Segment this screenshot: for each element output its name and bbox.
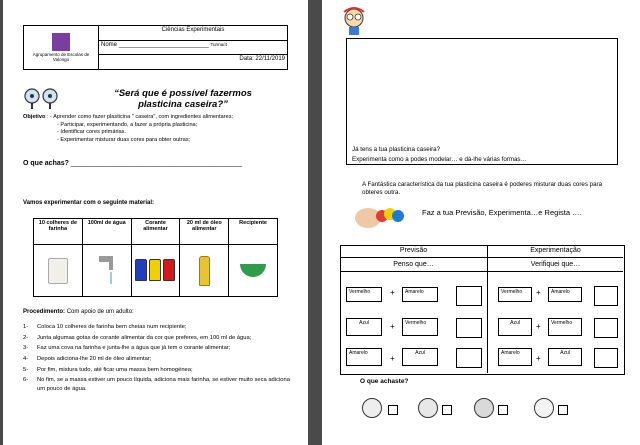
blue-dye-bottle: [135, 259, 147, 281]
class-label: Turma/4: [210, 41, 228, 47]
color-box: Amarelo: [346, 348, 382, 366]
plus-sign: +: [536, 354, 541, 363]
yellow-dye-bottle: [149, 259, 161, 281]
bowl-cell: [229, 245, 278, 297]
color-box: Amarelo: [402, 287, 438, 302]
worksheet-title: “Será que é possível fazermos plasticina caseira?”: [114, 88, 252, 111]
worksheet-page-right: [322, 0, 640, 445]
experiment-header: Experimentação: [530, 247, 581, 254]
oil-bottle-icon: [199, 256, 210, 286]
objective-item: - Participar, experimentando, a fazer a própria plasticina;: [57, 121, 198, 128]
color-box: Azul: [346, 318, 382, 336]
water-cell: [82, 245, 131, 297]
step-number: 3-: [23, 345, 29, 352]
color-box: Vermelho: [402, 318, 438, 336]
result-box[interactable]: [456, 348, 482, 368]
procedure-step: Depois adiciona-lhe 20 ml de óleo alimentar;: [37, 356, 152, 363]
objective-label: Objetivo: [23, 114, 46, 120]
magnifier-mascots-icon: [23, 87, 61, 109]
procedure-step: Faz uma cova na farinha e junta-lhe a água que já tem o corante alimentar;: [37, 345, 231, 352]
material-header: Corante alimentar: [131, 219, 180, 245]
date-cell: [99, 55, 288, 70]
happy-face-icon: [418, 398, 438, 418]
step-number: 4-: [23, 356, 29, 363]
color-box: Vermelho: [548, 318, 582, 336]
hands-playdough-icon: [354, 202, 409, 230]
prediction-subheader: Penso que…: [393, 261, 434, 268]
grid-subheader-line: [340, 271, 623, 272]
result-box[interactable]: [594, 286, 618, 306]
result-box[interactable]: [594, 348, 618, 368]
name-line: ___________________________: [118, 41, 209, 48]
question-row: [23, 160, 242, 167]
plus-sign: +: [390, 354, 395, 363]
rating-checkbox[interactable]: [498, 405, 508, 415]
rating-checkbox[interactable]: [388, 405, 398, 415]
material-header: 100ml de água: [82, 219, 131, 245]
school-name: Agrupamento de Escolas de Valongo: [32, 51, 90, 62]
materials-table: [33, 218, 278, 297]
objective-block: [23, 114, 293, 144]
material-header: 10 colheres de farinha: [34, 219, 83, 245]
step-number: 1-: [23, 324, 29, 330]
result-box[interactable]: [594, 318, 618, 338]
result-box[interactable]: [456, 318, 482, 338]
color-box: Azul: [498, 318, 532, 336]
material-header: 20 ml de óleo alimentar: [180, 219, 229, 245]
plus-sign: +: [390, 322, 395, 331]
procedure-step: Por fim, mistura tudo, até ficar uma massa bem homogénea;: [37, 366, 193, 373]
oil-cell: [180, 245, 229, 297]
box-prompt: Experimenta como a podes modelar… e dá-lhe várias formas…: [352, 156, 527, 163]
color-box: Amarelo: [498, 348, 532, 366]
header-table: [23, 25, 288, 70]
flour-cell: [34, 245, 83, 297]
subject-title: Ciências Experimentais: [161, 27, 225, 33]
date-label: Data: 22/11/2019: [239, 56, 285, 63]
objective-item: : - Aprender como fazer plasticina " caseira", com ingredientes alimentares;: [46, 114, 234, 120]
prediction-header: Previsão: [399, 247, 428, 254]
school-logo-icon: [52, 33, 70, 51]
color-box: Azul: [402, 348, 438, 366]
plus-sign: +: [390, 288, 395, 297]
question-label: O que achas?: [23, 160, 69, 167]
fact-text: A Fantástica característica da tua plasticina caseira é poderes misturar duas cores para obteres outra.: [362, 181, 603, 197]
grid-header-line: [340, 257, 623, 258]
color-box: Vermelho: [498, 287, 532, 302]
color-box: Amarelo: [548, 287, 582, 302]
procedure-list: [23, 323, 291, 394]
water-tap-icon: [93, 254, 121, 288]
plus-sign: +: [536, 322, 541, 331]
procedure-help: Com apoio de um adulto:: [66, 309, 134, 315]
instruction-text: Faz a tua Previsão, Experimenta…e Regista ….: [422, 208, 582, 217]
procedure-step: Junta algumas gotas de corante alimentar da cor que preferes, em 100 ml de água;: [37, 334, 252, 341]
objective-item: - Experimentar misturar duas cores para obter outras;: [57, 136, 191, 143]
step-number: 6-: [23, 377, 29, 384]
box-question: Já tens a tua plasticina caseira?: [352, 146, 441, 153]
neutral-face-icon: [474, 398, 494, 418]
material-header: Recipiente: [229, 219, 278, 245]
red-dye-bottle: [163, 259, 175, 281]
outcome-label: O que achaste?: [360, 378, 409, 385]
experiment-subheader: Verifiquei que…: [530, 261, 581, 268]
subject-cell: [99, 26, 288, 41]
materials-intro: Vamos experimentar com o seguinte material:: [23, 200, 155, 206]
dye-cell: [131, 245, 180, 297]
answer-line: ____________________________________________: [70, 160, 243, 167]
procedure-row: [23, 309, 134, 315]
flour-bag-icon: [48, 258, 68, 284]
worksheet-page-left: [3, 0, 308, 445]
objective-item: - Identificar cores primárias.: [57, 129, 127, 136]
procedure-label: Procedimento:: [23, 309, 66, 315]
step-number: 5-: [23, 366, 29, 373]
name-label: Nome: [101, 41, 118, 48]
name-cell: [99, 40, 288, 55]
color-box: Vermelho: [346, 287, 382, 302]
color-box: Azul: [548, 348, 582, 366]
step-number: 2-: [23, 334, 29, 341]
rating-checkbox[interactable]: [558, 405, 568, 415]
very-happy-face-icon: [362, 398, 382, 418]
plus-sign: +: [536, 288, 541, 297]
rating-checkbox[interactable]: [442, 405, 452, 415]
sad-face-icon: [534, 398, 554, 418]
procedure-step: No fim, se a massa estiver um pouco líquida, adiciona mais farinha, se estiver muito seca adiciona um pouco de água.: [37, 377, 290, 393]
bowl-icon: [240, 264, 266, 277]
procedure-step: Coloca 10 colheres de farinha bem cheias num recipiente;: [37, 324, 187, 330]
result-box[interactable]: [456, 286, 482, 306]
professor-mascot-icon: [340, 6, 368, 36]
school-cell: [24, 26, 99, 70]
